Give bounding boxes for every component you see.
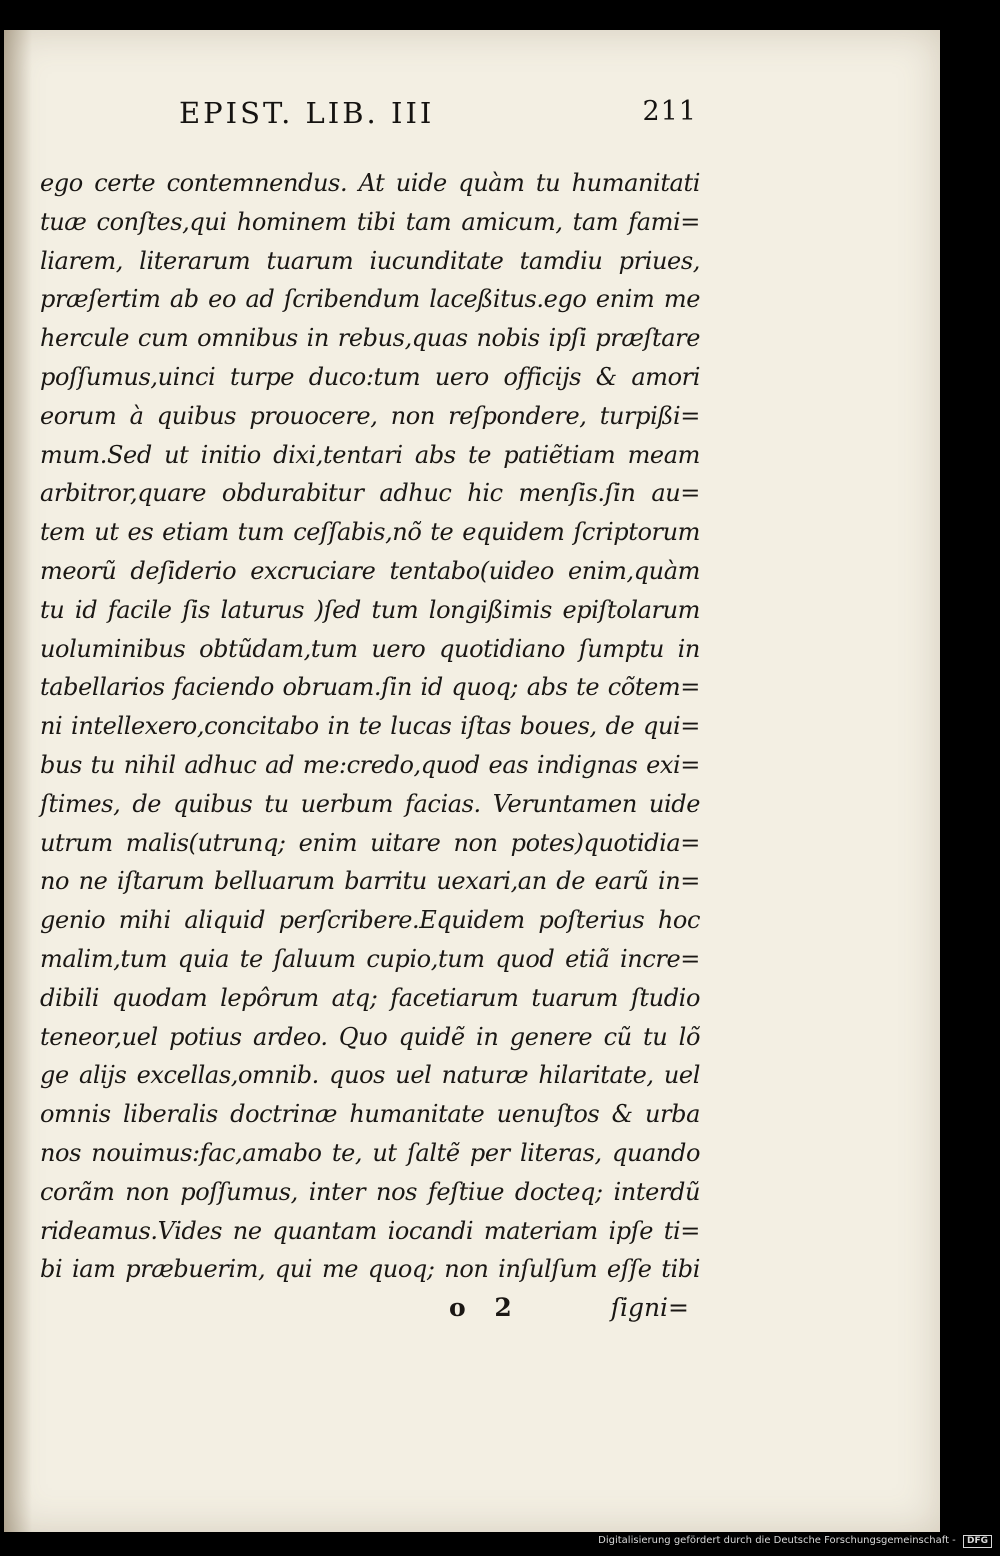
text-line: eorum à quibus prouocere, non reſpondere, turpißi=	[40, 401, 700, 430]
text-line: teneor,uel potius ardeo. Quo quidẽ in genere cũ tu lõ	[40, 1022, 700, 1051]
text-line: meorũ deſiderio excruciare tentabo(uideo enim,quàm	[40, 556, 700, 585]
book-page	[4, 30, 940, 1532]
text-line: præſertim ab eo ad ſcribendum laceßitus.ego enim me	[40, 285, 700, 314]
signature-mark: o 2	[449, 1293, 522, 1322]
text-line: poſſumus,uinci turpe duco:tum uero officijs & amori	[40, 362, 700, 391]
digitization-credit	[598, 1535, 992, 1548]
text-line: bi iam præbuerim, qui me quoq; non inſulſum eſſe tibi	[40, 1255, 700, 1284]
dfg-logo: DFG	[963, 1535, 992, 1548]
text-line: liarem, literarum tuarum iucunditate tamdiu priues,	[40, 246, 700, 275]
catchword: ſigni=	[610, 1293, 689, 1322]
page-footer	[439, 1293, 689, 1333]
text-line: tem ut es etiam tum ceſſabis,nõ te equidem ſcriptorum	[40, 518, 700, 547]
text-line: ego certe contemnendus. At uide quàm tu humanitati	[40, 169, 700, 197]
text-line: omnis liberalis doctrinæ humanitate uenuſtos & urba	[40, 1100, 700, 1129]
text-line: malim,tum quia te ſaluum cupio,tum quod etiã incre=	[40, 944, 700, 973]
credit-text: Digitalisierung gefördert durch die Deutsche Forschungsgemeinschaft -	[598, 1535, 956, 1546]
body-text	[40, 164, 700, 1289]
text-line: corãm non poſſumus, inter nos feſtiue docteq; interdũ	[40, 1177, 700, 1206]
text-line: uoluminibus obtũdam,tum uero quotidiano ſumptu in	[40, 634, 700, 663]
text-line: no ne iſtarum belluarum barritu uexari,an de earũ in=	[40, 867, 700, 896]
text-line: hercule cum omnibus in rebus,quas nobis ipſi præſtare	[40, 324, 700, 353]
text-line: dibili quodam lepôrum atq; facetiarum tuarum ſtudio	[40, 983, 700, 1012]
page-header	[179, 96, 697, 136]
text-line: ge alijs excellas,omnib. quos uel naturæ hilaritate, uel	[40, 1061, 700, 1090]
text-line: mum.Sed ut initio dixi,tentari abs te patiẽtiam meam	[40, 440, 700, 469]
text-line: arbitror,quare obdurabitur adhuc hic menſis.ſin au=	[40, 479, 700, 508]
text-line: genio mihi aliquid perſcribere.Equidem poſterius hoc	[40, 906, 700, 935]
text-line: rideamus.Vides ne quantam iocandi materiam ipſe ti=	[40, 1216, 700, 1245]
running-head: EPIST. LIB. III	[179, 96, 435, 130]
text-line: bus tu nihil adhuc ad me:credo,quod eas indignas exi=	[40, 750, 700, 779]
text-line: ſtimes, de quibus tu uerbum facias. Veruntamen uide	[40, 789, 700, 818]
text-line: utrum malis(utrunq; enim uitare non potes)quotidia=	[40, 828, 700, 857]
text-line: nos nouimus:fac,amabo te, ut ſaltẽ per literas, quando	[40, 1138, 700, 1167]
text-line: tabellarios faciendo obruam.ſin id quoq; abs te cõtem=	[40, 673, 700, 702]
text-line: ni intellexero,concitabo in te lucas iſtas boues, de qui=	[40, 712, 700, 741]
folio-number: 211	[642, 96, 697, 127]
text-line: tuæ conſtes,qui hominem tibi tam amicum, tam fami=	[40, 207, 700, 236]
text-line: tu id facile ſis laturus )ſed tum longißimis epiſtolarum	[40, 595, 700, 624]
